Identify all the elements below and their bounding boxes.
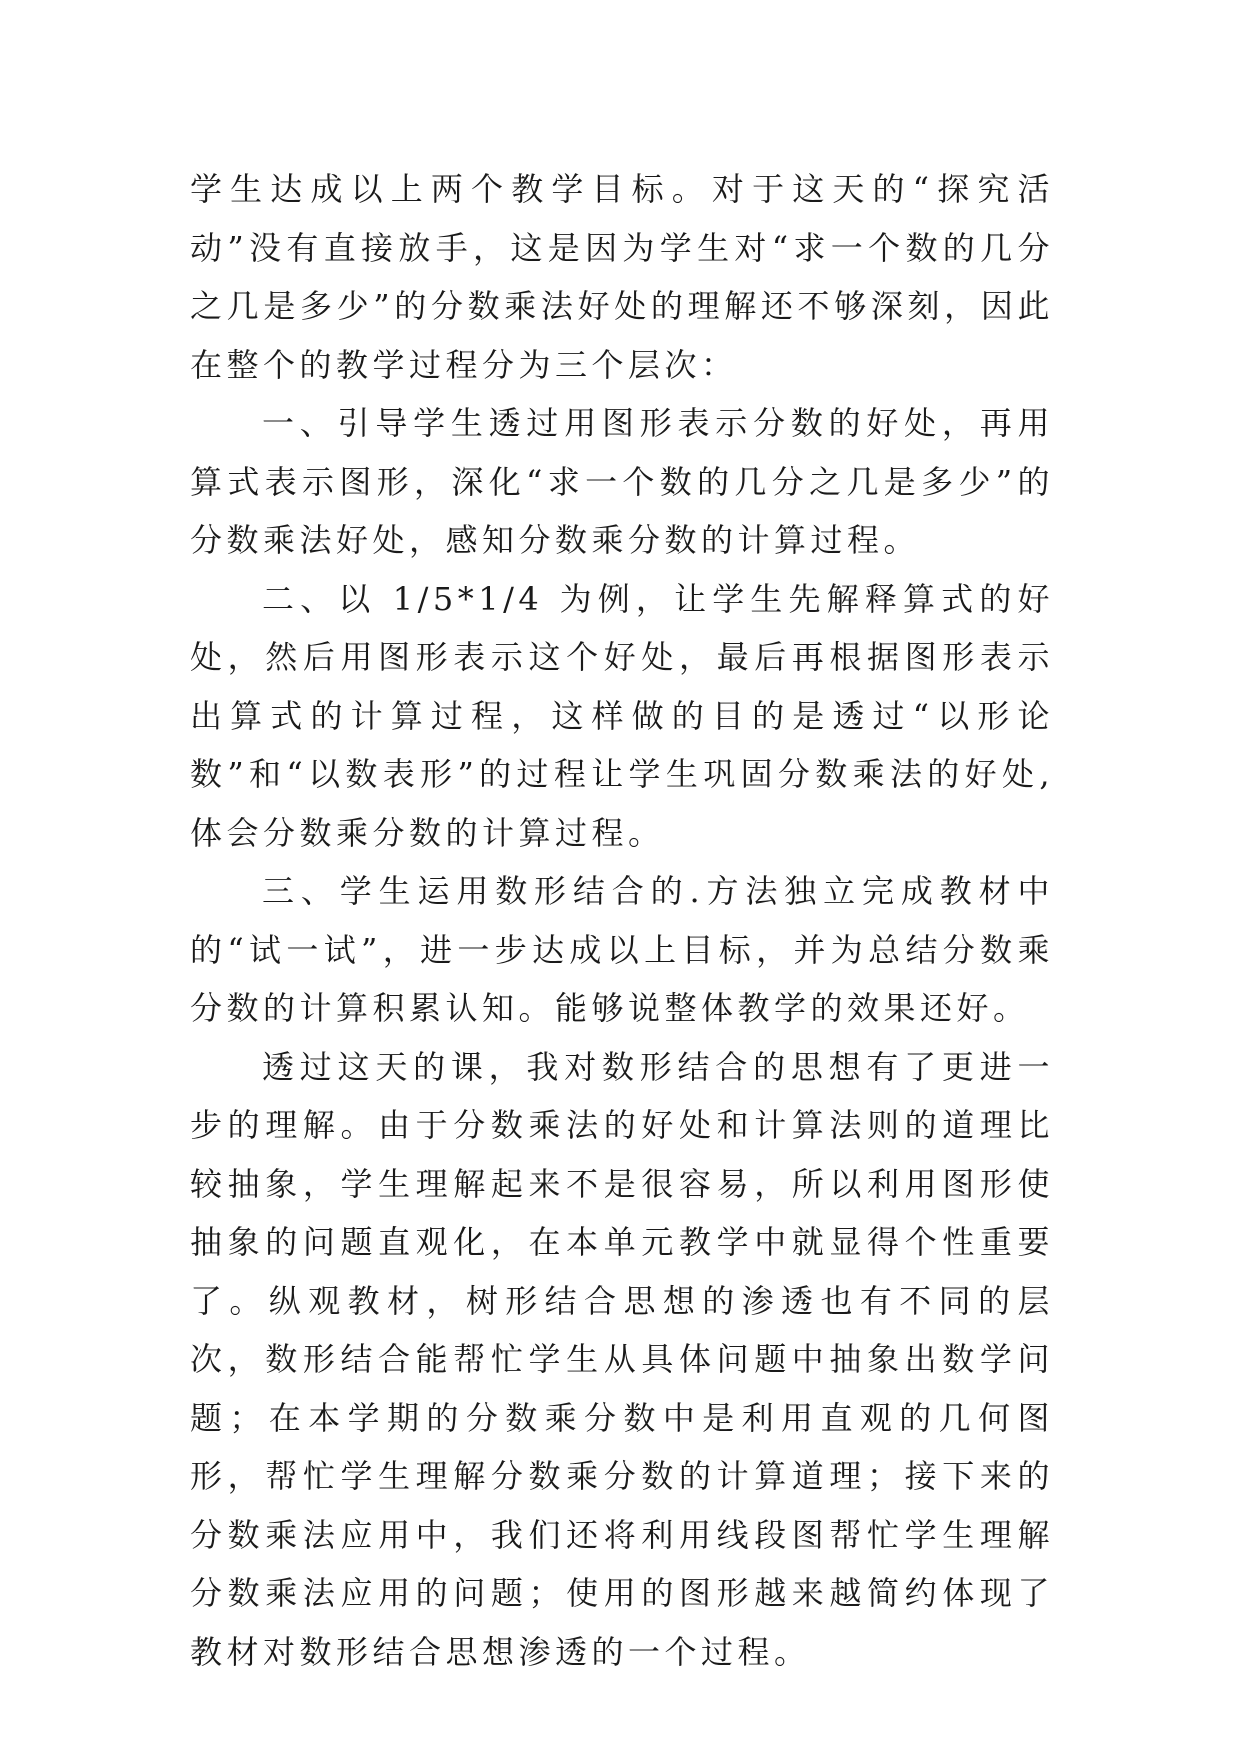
paragraph-step-two: 二、以 1/5*1/4 为例，让学生先解释算式的好处，然后用图形表示这个好处，最后再根据图形表示出算式的计算过程，这样做的目的是透过“以形论数”和“以数表形”的过程让学生巩固分数乘法的好处,体会分数乘分数的计算过程。 xyxy=(190,579,1054,852)
paragraph-continuation: 学生达成以上两个教学目标。对于这天的“探究活动”没有直接放手，这是因为学生对“求一个数的几分之几是多少”的分数乘法好处的理解还不够深刻，因此在整个的教学过程分为三个层次： xyxy=(190,170,1054,384)
document-body xyxy=(190,160,1054,1681)
paragraph-step-three: 三、学生运用数形结合的.方法独立完成教材中的“试一试”，进一步达成以上目标，并为总结分数乘分数的计算积累认知。能够说整体教学的效果还好。 xyxy=(190,872,1054,1027)
paragraph-reflection: 透过这天的课，我对数形结合的思想有了更进一步的理解。由于分数乘法的好处和计算法则的道理比较抽象，学生理解起来不是很容易，所以利用图形使抽象的问题直观化，在本单元教学中就显得个性重要了。纵观教材，树形结合思想的渗透也有不同的层次，数形结合能帮忙学生从具体问题中抽象出数学问题；在本学期的分数乘分数中是利用直观的几何图形，帮忙学生理解分数乘分数的计算道理；接下来的分数乘法应用中，我们还将利用线段图帮忙学生理解分数乘法应用的问题；使用的图形越来越简约体现了教材对数形结合思想渗透的一个过程。 xyxy=(190,1047,1054,1671)
paragraph-step-one: 一、引导学生透过用图形表示分数的好处，再用算式表示图形，深化“求一个数的几分之几是多少”的分数乘法好处，感知分数乘分数的计算过程。 xyxy=(190,404,1054,559)
